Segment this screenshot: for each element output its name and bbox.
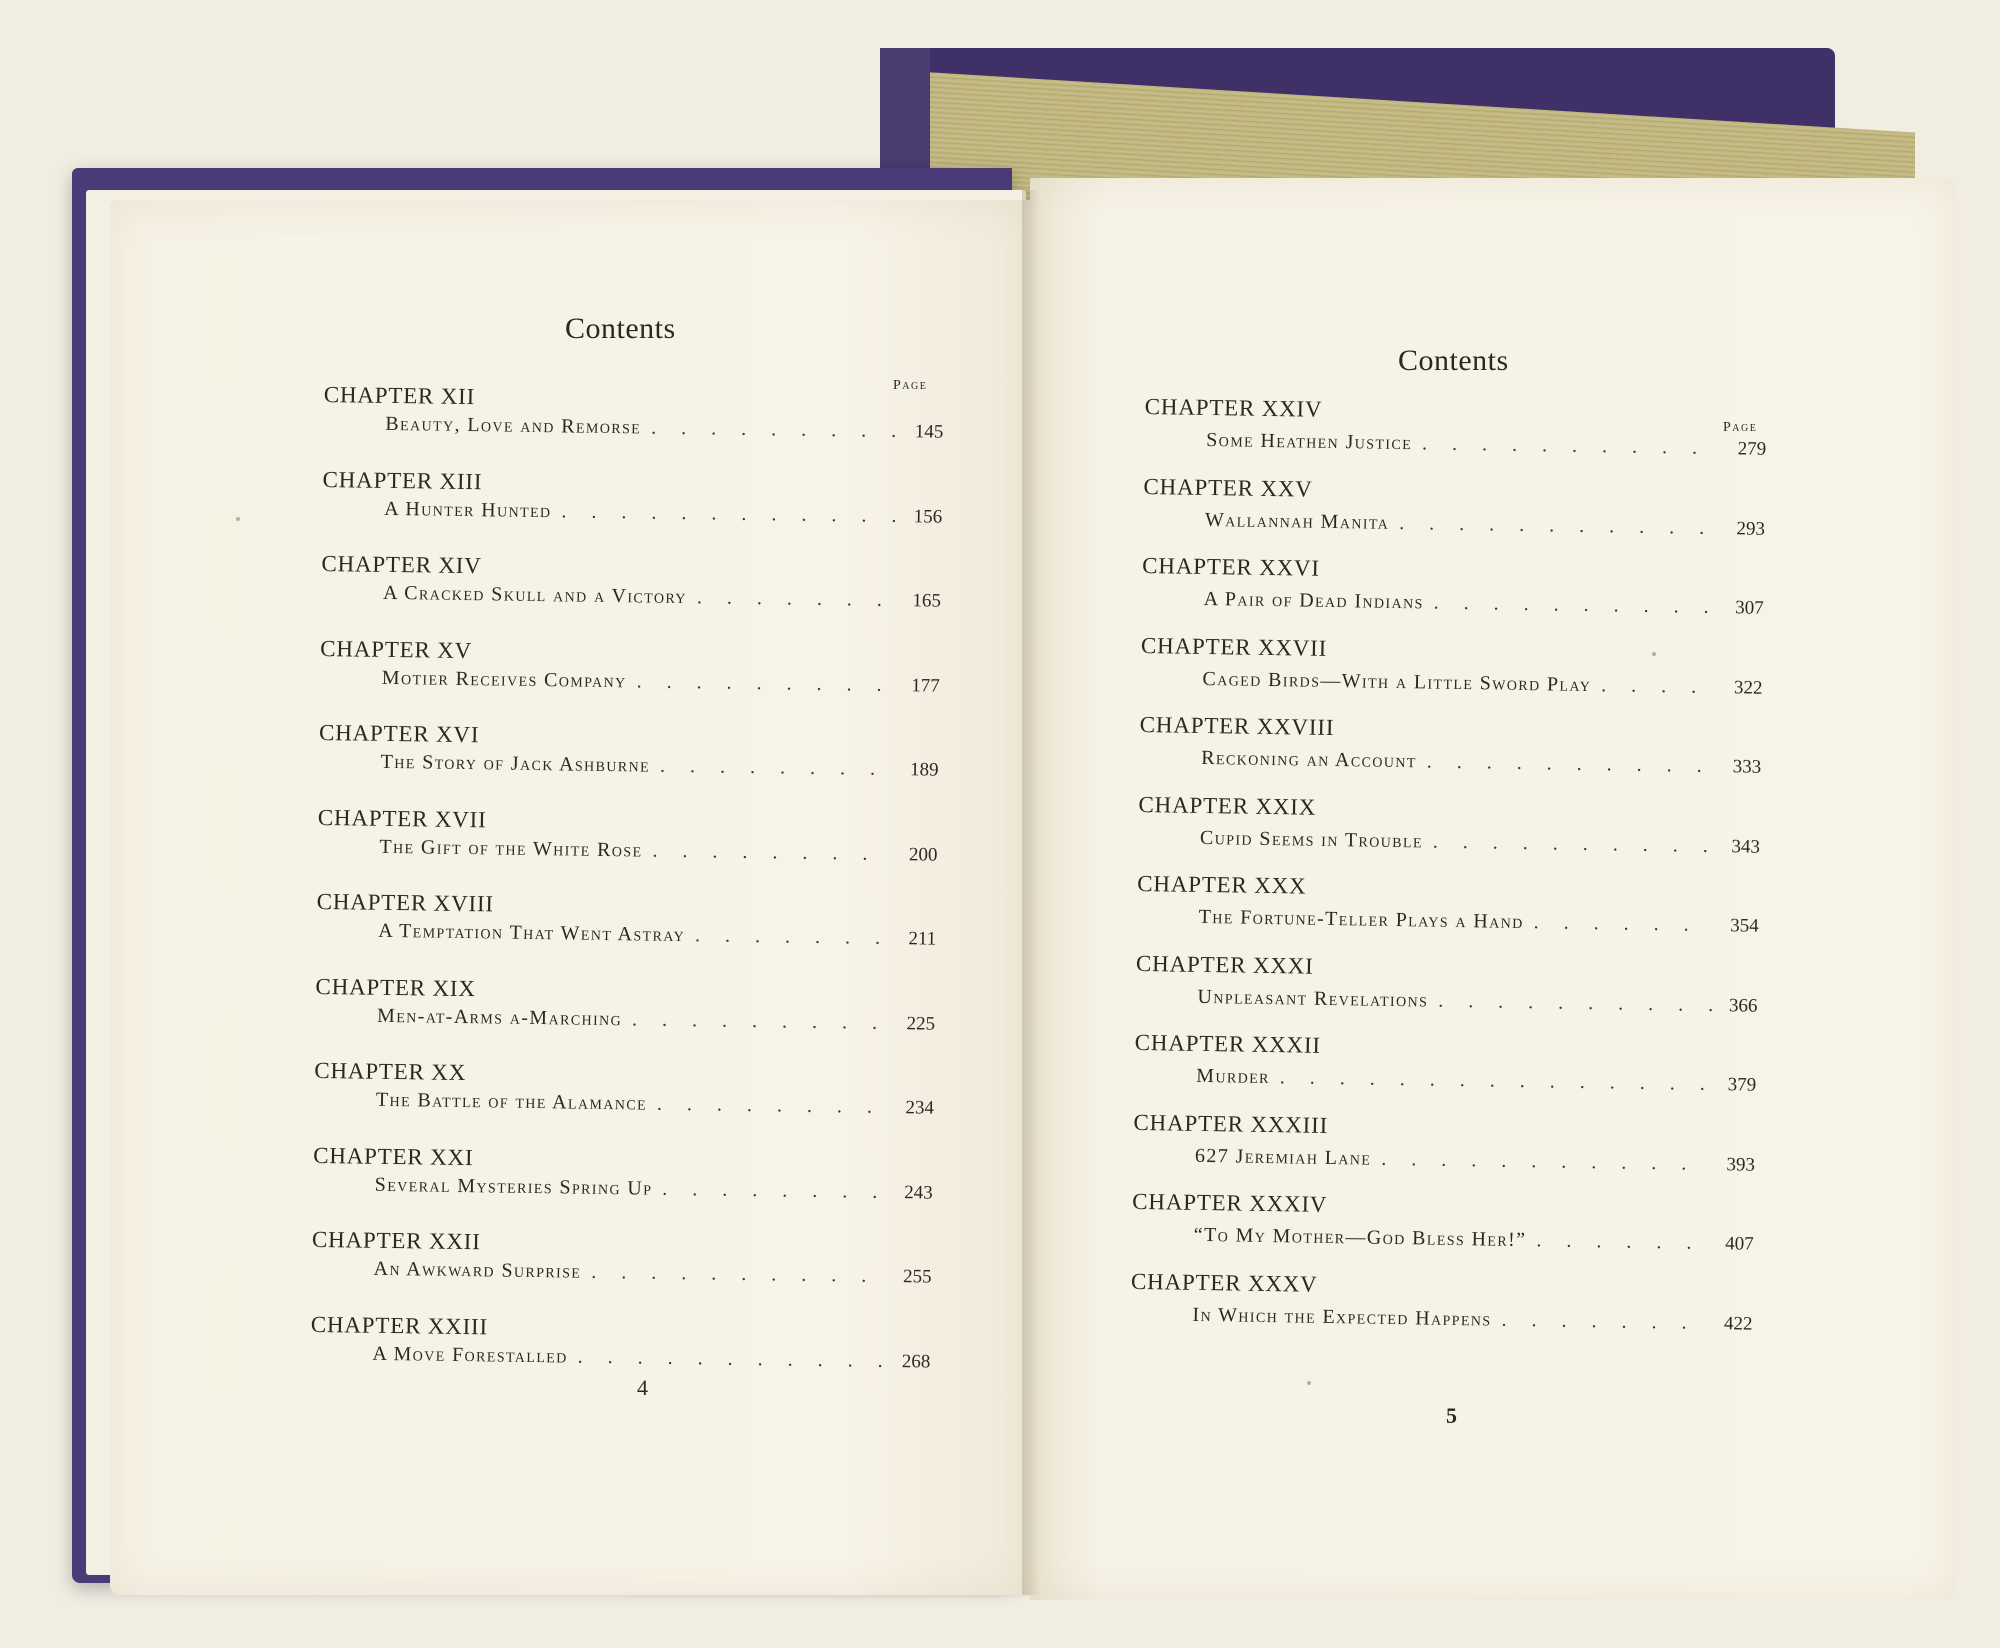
dot-leader	[695, 922, 893, 951]
chapter-label: CHAPTER XXI	[313, 1142, 474, 1170]
chapter-label: CHAPTER XX	[314, 1057, 467, 1086]
chapter-page-number: 156	[913, 505, 943, 528]
toc-entry	[311, 1225, 932, 1318]
dot-leader	[1422, 430, 1722, 461]
left-page-heading: Contents	[565, 312, 676, 345]
book-gutter	[1022, 190, 1040, 1595]
dot-leader	[660, 753, 895, 782]
right-page-number: 5	[1446, 1403, 1457, 1428]
chapter-title: “To My Mother—God Bless Her!”	[1193, 1223, 1527, 1252]
dot-leader	[561, 498, 898, 529]
chapter-page-number: 200	[908, 843, 938, 866]
toc-entry	[312, 1140, 933, 1233]
chapter-title: A Cracked Skull and a Victory	[382, 581, 688, 609]
toc-entry	[1138, 789, 1761, 878]
paper-speck	[1652, 652, 1656, 656]
dot-leader	[1381, 1145, 1711, 1176]
chapter-title: Caged Birds—With a Little Sword Play	[1202, 667, 1592, 696]
chapter-label: CHAPTER XXXIV	[1132, 1188, 1328, 1217]
entry-line	[1197, 983, 1757, 1019]
dot-leader	[657, 1091, 890, 1120]
chapter-label: CHAPTER XIX	[315, 973, 476, 1001]
chapter-label: CHAPTER XIV	[321, 550, 482, 579]
paper-speck	[1307, 1381, 1311, 1385]
entry-line	[1200, 824, 1760, 860]
chapter-page-number: 243	[904, 1181, 933, 1204]
toc-entry	[1135, 948, 1758, 1037]
right-page-heading: Contents	[1398, 344, 1509, 377]
toc-entry	[319, 633, 940, 726]
dot-leader	[652, 837, 893, 866]
toc-entry	[316, 887, 937, 980]
toc-entry	[1133, 1107, 1756, 1196]
chapter-page-number: 145	[914, 421, 944, 443]
dot-leader	[1601, 672, 1719, 700]
chapter-page-number: 189	[909, 759, 939, 781]
chapter-label: CHAPTER XXVI	[1142, 552, 1321, 581]
dot-leader	[1399, 510, 1721, 541]
chapter-label: CHAPTER XXXI	[1135, 950, 1314, 979]
chapter-label: CHAPTER XVIII	[316, 888, 495, 917]
toc-entry	[1139, 710, 1762, 799]
dot-leader	[578, 1343, 887, 1373]
dot-leader	[662, 1175, 889, 1204]
chapter-label: CHAPTER XXII	[311, 1226, 481, 1255]
chapter-label: CHAPTER XXIV	[1144, 393, 1323, 422]
dot-leader	[632, 1006, 891, 1036]
entry-line	[1204, 586, 1764, 622]
chapter-title: Men-at-Arms a-Marching	[376, 1004, 623, 1030]
dot-leader	[591, 1259, 888, 1289]
right-page-column-label: Page	[1723, 420, 1758, 435]
chapter-title: The Battle of the Alamance	[375, 1088, 648, 1115]
entry-line	[1196, 1063, 1756, 1099]
chapter-page-number: 366	[1728, 994, 1758, 1017]
chapter-page-number: 279	[1737, 438, 1767, 460]
chapter-title: A Move Forestalled	[372, 1342, 568, 1367]
entry-line	[1199, 904, 1759, 940]
chapter-title: Motier Receives Company	[381, 666, 627, 692]
chapter-label: CHAPTER XXIII	[310, 1311, 489, 1339]
left-toc-list	[310, 380, 944, 1403]
dot-leader	[1433, 828, 1716, 858]
dot-leader	[1434, 590, 1720, 620]
dot-leader	[1427, 748, 1718, 779]
chapter-title: Reckoning an Account	[1201, 746, 1417, 773]
toc-entry	[1144, 392, 1767, 481]
left-page-number: 4	[637, 1375, 648, 1400]
toc-entry	[1130, 1266, 1753, 1355]
chapter-label: CHAPTER XIII	[322, 466, 483, 494]
chapter-page-number: 322	[1733, 676, 1763, 699]
toc-entry	[1141, 551, 1764, 640]
chapter-label: CHAPTER XXXII	[1134, 1029, 1322, 1058]
chapter-label: CHAPTER XXXV	[1130, 1268, 1318, 1297]
chapter-title: Wallannah Manita	[1204, 508, 1390, 534]
chapter-label: CHAPTER XII	[323, 381, 476, 410]
chapter-title: The Fortune-Teller Plays a Hand	[1198, 905, 1524, 934]
chapter-page-number: 422	[1723, 1312, 1753, 1335]
chapter-title: Some Heathen Justice	[1206, 428, 1413, 455]
toc-entry	[318, 718, 939, 811]
toc-entry	[1131, 1187, 1754, 1276]
chapter-label: CHAPTER XXVII	[1140, 632, 1328, 661]
chapter-page-number: 333	[1732, 756, 1762, 778]
chapter-label: CHAPTER XXX	[1137, 870, 1307, 899]
paper-speck	[236, 517, 240, 521]
chapter-title: An Awkward Surprise	[373, 1257, 582, 1283]
chapter-title: Several Mysteries Spring Up	[374, 1173, 653, 1200]
chapter-title: In Which the Expected Happens	[1192, 1303, 1492, 1331]
entry-line	[1192, 1301, 1752, 1337]
dot-leader	[1536, 1227, 1710, 1256]
chapter-title: Beauty, Love and Remorse	[385, 412, 642, 439]
chapter-title: 627 Jeremiah Lane	[1194, 1144, 1372, 1170]
entry-line	[1194, 1222, 1754, 1258]
chapter-page-number: 393	[1726, 1153, 1756, 1176]
toc-entry	[322, 464, 943, 557]
dot-leader	[1438, 987, 1714, 1017]
entry-line	[1205, 506, 1765, 542]
dot-leader	[1534, 909, 1715, 938]
dot-leader	[697, 584, 897, 613]
chapter-title: A Temptation That Went Astray	[378, 919, 686, 947]
chapter-page-number: 293	[1736, 517, 1766, 540]
entry-line	[1206, 427, 1766, 463]
toc-entry	[313, 1056, 934, 1149]
chapter-title: A Hunter Hunted	[384, 497, 552, 522]
chapter-label: CHAPTER XXXIII	[1133, 1109, 1329, 1138]
chapter-label: CHAPTER XV	[320, 635, 473, 663]
chapter-page-number: 225	[906, 1012, 936, 1035]
entry-line	[1202, 665, 1762, 701]
chapter-page-number: 165	[912, 590, 942, 612]
right-toc-list	[1130, 392, 1767, 1356]
dot-leader	[651, 415, 900, 444]
chapter-page-number: 354	[1730, 915, 1759, 937]
chapter-page-number: 307	[1735, 597, 1764, 619]
chapter-page-number: 343	[1731, 835, 1761, 858]
chapter-title: Unpleasant Revelations	[1197, 985, 1429, 1012]
chapter-label: CHAPTER XXV	[1143, 473, 1313, 502]
toc-entry	[1140, 630, 1763, 719]
chapter-page-number: 407	[1725, 1233, 1754, 1255]
dot-leader	[1501, 1306, 1708, 1335]
chapter-title: The Story of Jack Ashburne	[380, 750, 651, 777]
toc-entry	[1143, 471, 1766, 560]
chapter-label: CHAPTER XXIX	[1138, 791, 1317, 820]
left-page-column-label: Page	[893, 378, 928, 393]
chapter-title: The Gift of the White Rose	[379, 835, 643, 861]
chapter-page-number: 211	[908, 928, 937, 950]
toc-entry	[315, 971, 936, 1064]
chapter-title: Murder	[1196, 1064, 1271, 1089]
entry-line	[1195, 1142, 1755, 1178]
chapter-page-number: 268	[901, 1350, 931, 1373]
dot-leader	[1280, 1064, 1713, 1097]
chapter-page-number: 379	[1727, 1074, 1757, 1096]
toc-entry	[323, 380, 944, 473]
chapter-page-number: 255	[902, 1266, 932, 1288]
chapter-label: CHAPTER XVI	[318, 719, 480, 748]
entry-line	[1201, 745, 1761, 781]
chapter-page-number: 234	[905, 1097, 935, 1119]
toc-entry	[1134, 1028, 1757, 1117]
chapter-page-number: 177	[911, 674, 940, 697]
toc-entry	[320, 549, 941, 642]
chapter-title: Cupid Seems in Trouble	[1199, 826, 1424, 852]
toc-entry	[1136, 869, 1759, 958]
chapter-title: A Pair of Dead Indians	[1203, 587, 1424, 614]
chapter-label: CHAPTER XXVIII	[1139, 711, 1335, 741]
dot-leader	[636, 668, 896, 698]
toc-entry	[317, 802, 938, 895]
chapter-label: CHAPTER XVII	[317, 804, 487, 832]
toc-entry	[310, 1309, 931, 1402]
